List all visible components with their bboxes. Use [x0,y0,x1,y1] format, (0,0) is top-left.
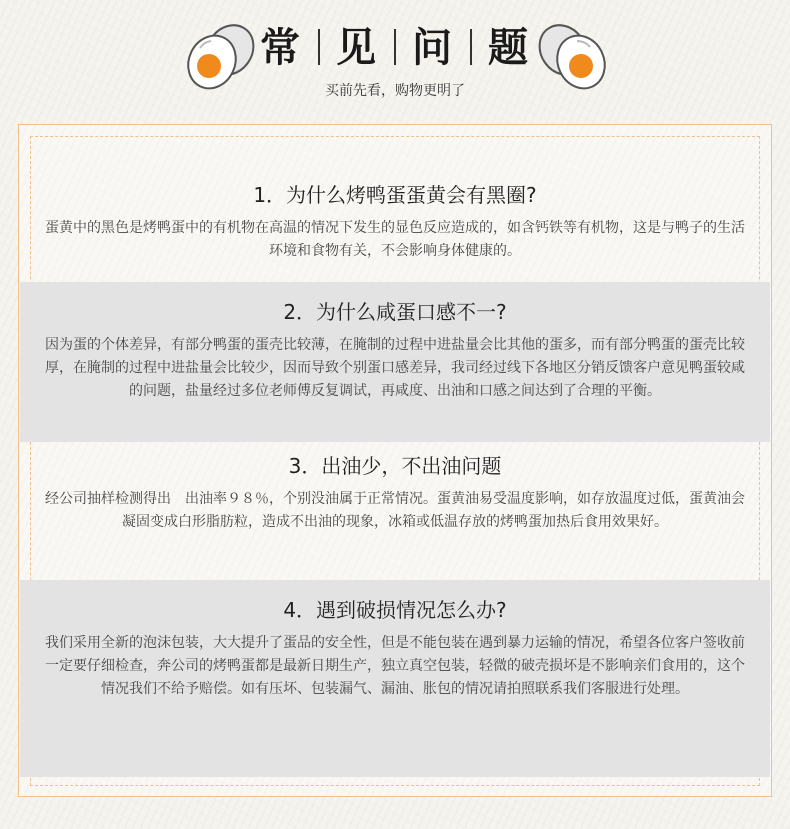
title-char: 常 [260,24,302,71]
faq-question: 2．为什么咸蛋口感不一? [283,300,507,324]
faq-question: 4．遇到破损情况怎么办? [283,598,507,622]
faq-answer: 经公司抽样检测得出 出油率９８％，个别没油属于正常情况。蛋黄油易受温度影响，如存放温度过低，蛋黄油会凝固变成白形脂肪粒，造成不出油的现象，冰箱或低温存放的烤鸭蛋加热后食用效果好。 [45,491,745,530]
title-char: 题 [488,24,530,71]
egg-icon [533,16,613,96]
page-title [0,22,790,74]
faq-question: 1．为什么烤鸭蛋蛋黄会有黑圈? [253,183,537,207]
title-char: 见 [336,24,378,71]
faq-answer: 蛋黄中的黑色是烤鸭蛋中的有机物在高温的情况下发生的显色反应造成的，如含钙铁等有机物，这是与鸭子的生活环境和食物有关，不会影响身体健康的。 [45,220,745,259]
faq-answer: 因为蛋的个体差异，有部分鸭蛋的蛋壳比较薄，在腌制的过程中进盐量会比其他的蛋多，而有部分鸭蛋的蛋壳比较厚，在腌制的过程中进盐量会比较少，因而导致个别蛋口感差异，我司经过线下各地区分销反馈客户意见鸭蛋较咸的问题，盐量经过多位老师傅反复调试，再咸度、出油和口感之间达到了合理的平衡。 [45,337,745,399]
title-separator [394,29,396,65]
faq-question: 3．出油少，不出油问题 [288,454,502,478]
page-subtitle: 买前先看，购物更明了 [325,83,465,99]
title-char: 问 [412,24,454,71]
title-separator [318,29,320,65]
page-header [0,0,790,110]
faq-item [20,175,770,280]
faq-answer: 我们采用全新的泡沫包装，大大提升了蛋品的安全性，但是不能包装在遇到暴力运输的情况，希望各位客户签收前一定要仔细检查，奔公司的烤鸭蛋都是最新日期生产，独立真空包装，轻微的破壳损坏是不影响亲们食用的，这个情况我们不给予赔偿。如有压坏、包装漏气、漏油、胀包的情况请拍照联系我们客服进行处理。 [45,635,745,697]
title-separator [470,29,472,65]
faq-item [20,580,770,777]
faq-item [20,282,770,442]
faq-item [20,446,770,578]
